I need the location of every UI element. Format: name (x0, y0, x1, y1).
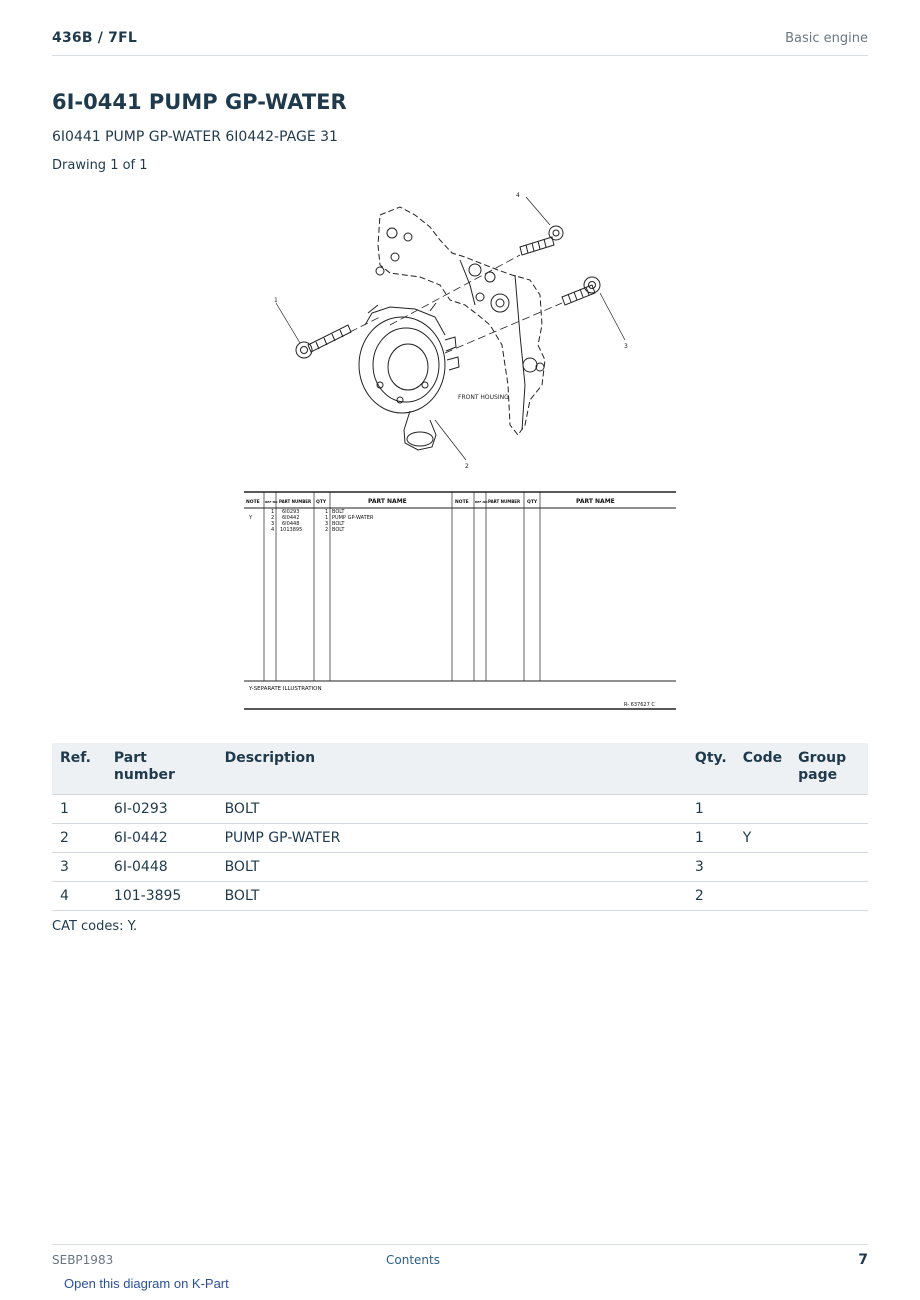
chart-row-1-qty: 1 (325, 509, 329, 515)
chart-id: R- 637627 C (624, 702, 655, 708)
printed-parts-chart (244, 492, 676, 709)
chart-row-4-qty: 2 (325, 527, 329, 533)
page-subtitle: 6I0441 PUMP GP-WATER 6I0442-PAGE 31 (52, 129, 338, 145)
row-qty: 1 (687, 795, 735, 824)
col-header-qty: Qty. (687, 743, 735, 795)
front-housing-label: FRONT HOUSING (458, 394, 509, 401)
col-header-code: Code (735, 743, 790, 795)
exploded-parts-diagram (240, 185, 680, 715)
row-description: BOLT (217, 795, 687, 824)
callout-leaders (276, 197, 625, 460)
chart-header-note: NOTE (246, 500, 260, 505)
chart-header-qty: QTY (316, 500, 327, 505)
section-label: Basic engine (785, 31, 868, 46)
page-number: 7 (858, 1252, 868, 1268)
chart-row-3-part: 6I0448 (282, 521, 300, 527)
table-row (52, 824, 868, 853)
row-qty: 3 (687, 853, 735, 882)
document-id: SEBP1983 (52, 1253, 114, 1267)
chart-row-1-part: 6I0293 (282, 509, 300, 515)
chart-footnote: Y-SEPARATE ILLUSTRATION (249, 686, 322, 692)
chart-header-part-number-2: PART NUMBER (488, 499, 521, 504)
bolt-4-drawing (520, 226, 563, 255)
table-row (52, 853, 868, 882)
chart-row-2-qty: 1 (325, 515, 329, 521)
chart-row-3-qty: 3 (325, 521, 329, 527)
parts-table (52, 743, 868, 911)
chart-row-2-name: PUMP GP-WATER (332, 515, 374, 521)
chart-row-2-part: 6I0442 (282, 515, 300, 521)
col-header-part-number: Part number (106, 743, 217, 795)
callout-4-label: 4 (516, 192, 520, 199)
row-ref: 2 (52, 824, 106, 853)
chart-header-ref-2: REF NO (475, 500, 488, 504)
page-header (52, 28, 868, 56)
row-group-page (790, 795, 868, 824)
chart-header-qty-2: QTY (527, 500, 538, 505)
bolt-3-drawing (562, 277, 600, 305)
row-description: BOLT (217, 882, 687, 911)
row-part-number: 6I-0442 (106, 824, 217, 853)
row-qty: 1 (687, 824, 735, 853)
chart-row-4-ref: 4 (271, 527, 275, 533)
row-code (735, 882, 790, 911)
chart-row-3-ref: 3 (271, 521, 275, 527)
row-part-number: 6I-0293 (106, 795, 217, 824)
row-group-page (790, 824, 868, 853)
chart-row-2-note: Y (249, 515, 253, 521)
chart-row-2-ref: 2 (271, 515, 275, 521)
col-header-group-page: Group page (790, 743, 868, 795)
kpart-diagram-link[interactable]: Open this diagram on K-Part (64, 1276, 229, 1291)
row-ref: 4 (52, 882, 106, 911)
chart-row-1-ref: 1 (271, 509, 275, 515)
col-header-description: Description (217, 743, 687, 795)
row-code: Y (735, 824, 790, 853)
row-code (735, 795, 790, 824)
chart-header-note-2: NOTE (455, 500, 469, 505)
assembly-guide-lines (350, 255, 562, 353)
model-label: 436B / 7FL (52, 30, 137, 46)
chart-row-4-name: BOLT (332, 527, 345, 533)
table-row (52, 882, 868, 911)
row-description: PUMP GP-WATER (217, 824, 687, 853)
row-description: BOLT (217, 853, 687, 882)
col-header-ref: Ref. (52, 743, 106, 795)
chart-row-1-name: BOLT (332, 509, 345, 515)
cat-codes-note: CAT codes: Y. (52, 919, 138, 934)
row-ref: 1 (52, 795, 106, 824)
chart-row-3-name: BOLT (332, 521, 345, 527)
page-title: 6I-0441 PUMP GP-WATER (52, 90, 347, 114)
chart-header-part-name: PART NAME (368, 498, 407, 505)
callout-2-label: 2 (465, 463, 469, 470)
row-group-page (790, 853, 868, 882)
row-qty: 2 (687, 882, 735, 911)
row-part-number: 6I-0448 (106, 853, 217, 882)
callout-1-label: 1 (274, 297, 278, 304)
callout-3-label: 3 (624, 343, 628, 350)
row-code (735, 853, 790, 882)
table-row (52, 795, 868, 824)
water-pump-drawing (359, 303, 459, 450)
row-ref: 3 (52, 853, 106, 882)
contents-link[interactable]: Contents (386, 1253, 440, 1267)
drawing-count: Drawing 1 of 1 (52, 158, 148, 173)
chart-header-ref: REF NO (265, 500, 278, 504)
page-footer (52, 1244, 868, 1274)
parts-table-header-row (52, 743, 868, 795)
row-group-page (790, 882, 868, 911)
chart-row-4-part: 1013895 (280, 527, 303, 533)
chart-header-part-name-2: PART NAME (576, 498, 615, 505)
bolt-1-drawing (296, 325, 351, 358)
chart-header-part-number: PART NUMBER (279, 499, 312, 504)
row-part-number: 101-3895 (106, 882, 217, 911)
